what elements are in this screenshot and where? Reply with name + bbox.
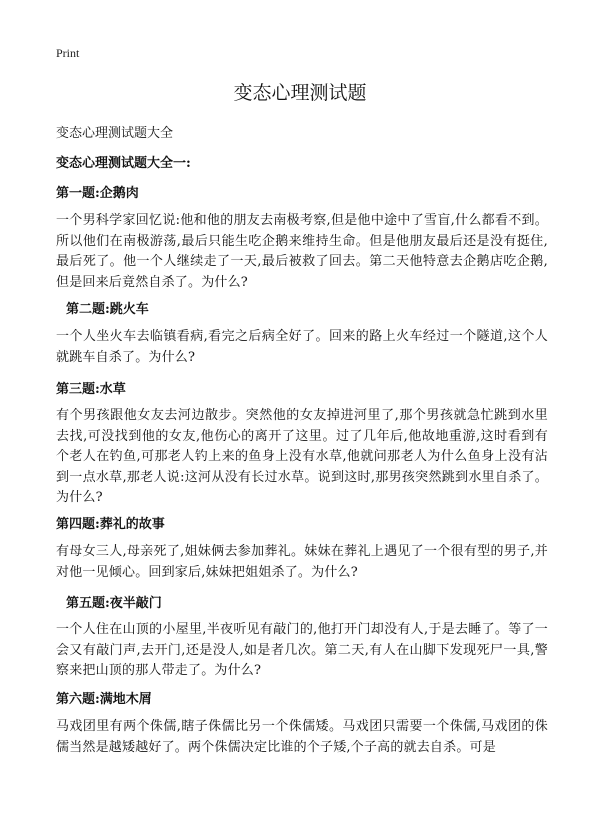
question-3-body: 有个男孩跟他女友去河边散步。突然他的女友掉进河里了,那个男孩就急忙跳到水里去找,可没找到他的女友,他伤心的离开了这里。过了几年后,他故地重游,这时看到有个老人在钓鱼,可那老人钓上来的鱼身上没有水草,他就问那老人为什么鱼身上没有沾到一点水草,那老人说:这河从没有长过水草。说到这时,那男孩突然跳到水里自杀了。为什么?	[56, 408, 548, 505]
question-6-body: 马戏团里有两个侏儒,瞎子侏儒比另一个侏儒矮。马戏团只需要一个侏儒,马戏团的侏儒当然是越矮越好了。两个侏儒决定比谁的个子矮,个子高的就去自杀。可是	[56, 719, 548, 755]
question-1-body: 一个男科学家回忆说:他和他的朋友去南极考察,但是他中途中了雪盲,什么都看不到。所以他们在南极游荡,最后只能生吃企鹅来维持生命。但是他朋友最后还是没有挺住,最后死了。他一个人继续走了一天,最后被救了回去。第二天他特意去企鹅店吃企鹅,但是回来后竟然自杀了。为什么?	[56, 213, 548, 290]
page-title: 变态心理测试题	[233, 82, 367, 104]
question-4-heading: 第四题:葬礼的故事	[56, 517, 165, 532]
section-heading: 变态心理测试题大全一:	[56, 156, 191, 171]
question-3-heading: 第三题:水草	[56, 382, 126, 397]
document-subtitle: 变态心理测试题大全	[56, 126, 174, 141]
question-6-heading: 第六题:满地木屑	[56, 692, 152, 707]
question-2-body: 一个人坐火车去临镇看病,看完之后病全好了。回来的路上火车经过一个隧道,这个人就跳车自杀了。为什么?	[56, 329, 548, 365]
question-5-heading: 第五题:夜半敲门	[66, 596, 162, 611]
question-1-heading: 第一题:企鹅肉	[56, 186, 139, 201]
question-2-heading: 第二题:跳火车	[66, 302, 149, 317]
question-5-body: 一个人住在山顶的小屋里,半夜听见有敲门的,他打开门却没有人,于是去睡了。等了一会又有敲门声,去开门,还是没人,如是者几次。第二天,有人在山脚下发现死尸一具,警察来把山顶的那人带走了。为什么?	[56, 622, 548, 678]
print-link[interactable]: Print	[56, 46, 80, 60]
question-4-body: 有母女三人,母亲死了,姐妹俩去参加葬礼。妹妹在葬礼上遇见了一个很有型的男子,并对他一见倾心。回到家后,妹妹把姐姐杀了。为什么?	[56, 544, 548, 580]
